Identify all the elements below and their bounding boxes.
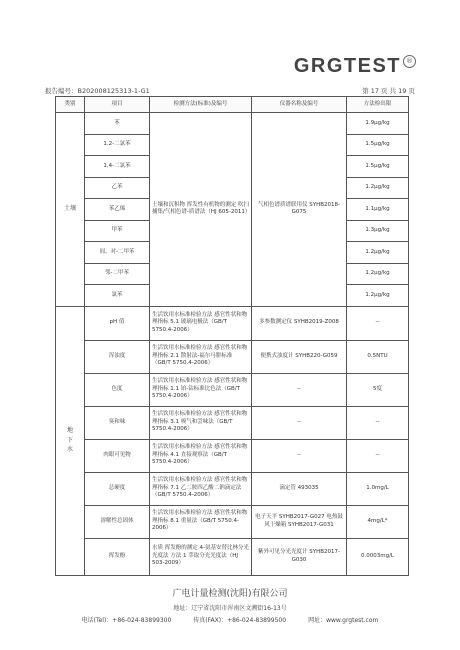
- table-header-row: [56, 97, 409, 113]
- item-cell: 间、对-二甲苯: [85, 242, 150, 264]
- item-cell: 色度: [85, 373, 150, 406]
- footer-phone: 电话(Tel)：+86-024-83899300: [81, 617, 172, 624]
- item-cell: pH 值: [85, 306, 150, 340]
- instrument-cell: 电子天平 SYHB2017-G027 电热鼓风干燥箱 SYHB2017-G031: [252, 505, 347, 538]
- limit-cell: 1.2μg/kg: [347, 242, 409, 264]
- limit-cell: 5度: [347, 373, 409, 406]
- item-cell: 苯乙烯: [85, 199, 150, 221]
- soil-method: 土壤和沉积物 挥发性有机物的测定 吹扫捕集/气相色谱-质谱法（HJ 605-2011）: [150, 113, 252, 307]
- item-cell: 1,2-二氯苯: [85, 134, 150, 156]
- footer-fax: 传真(FAX)：+86-024-83899500: [193, 617, 287, 624]
- table-row: [56, 472, 409, 505]
- item-cell: 1,4-二氯苯: [85, 156, 150, 178]
- category-groundwater: [56, 306, 85, 575]
- limit-cell: --: [347, 439, 409, 472]
- table-row: [56, 439, 409, 472]
- col-header-method: 检测方法(标准)及编号: [150, 97, 252, 113]
- instrument-cell: 便携式浊度计 SYHB220-G059: [252, 340, 347, 373]
- limit-cell: 1.9μg/kg: [347, 113, 409, 135]
- limit-cell: 1.5μg/kg: [347, 156, 409, 178]
- report-number: 报告编号：B202008125313-1-G1: [45, 87, 150, 95]
- item-cell: 邻-二甲苯: [85, 263, 150, 285]
- logo-text: GRGTEST: [293, 54, 401, 77]
- table-row: [56, 538, 409, 575]
- item-cell: 苯: [85, 113, 150, 135]
- groundwater-label: 地下水: [66, 427, 73, 454]
- limit-cell: 1.1μg/kg: [347, 199, 409, 221]
- col-header-limit: 方法检出限: [347, 97, 409, 113]
- item-cell: 乙苯: [85, 177, 150, 199]
- method-cell: 生活饮用水标准检验方法 感官性状和物理指标 7.1 乙二胺四乙酸二钠滴定法（GB/T 5750.4-2006）: [150, 472, 252, 505]
- method-cell: 水质 挥发酚的测定 4-氨基安替比林分光光度法 方法 1 萃取分光光度法（HJ 503-2009）: [150, 538, 252, 575]
- grgtest-logo: [294, 53, 416, 79]
- method-cell: 生活饮用水标准检验方法 感官性状和物理指标 4.1 直接观察法（GB/T 5750.4-2006）: [150, 439, 252, 472]
- col-header-item: 项目: [85, 97, 150, 113]
- instrument-cell: --: [252, 373, 347, 406]
- limit-cell: 4mg/L*: [347, 505, 409, 538]
- category-soil: 土壤: [56, 113, 85, 307]
- method-cell: 生活饮用水标准检验方法 感官性状和物理指标 2.1 散射法-福尔马肼标准（GB/T 5750.4-2006）: [150, 340, 252, 373]
- limit-cell: 1.5μg/kg: [347, 134, 409, 156]
- footer-company: 广电计量检测(沈阳)有限公司: [172, 589, 288, 599]
- table-row: [56, 505, 409, 538]
- table-row: [56, 113, 409, 135]
- limit-cell: 0.5NTU: [347, 340, 409, 373]
- item-cell: 溶解性总固体: [85, 505, 150, 538]
- col-header-instrument: 仪器名称及编号: [252, 97, 347, 113]
- item-cell: 肉眼可见物: [85, 439, 150, 472]
- registered-mark: ®: [403, 55, 416, 68]
- method-cell: 生活饮用水标准检验方法 感官性状和物理指标 1.1 铂-钴标准比色法（GB/T 5750.4-2006）: [150, 373, 252, 406]
- page-footer: [0, 586, 460, 624]
- method-cell: 生活饮用水标准检验方法 感官性状和物理指标 5.1 玻璃电极法（GB/T 5750.4-2006）: [150, 306, 252, 340]
- limit-cell: --: [347, 406, 409, 439]
- limit-cell: 1.3μg/kg: [347, 220, 409, 242]
- report-meta: [45, 83, 415, 95]
- limit-cell: 1.2μg/kg: [347, 285, 409, 307]
- item-cell: 臭和味: [85, 406, 150, 439]
- page-info: 第 17 页 共 19 页: [362, 87, 415, 95]
- table-row: [56, 306, 409, 340]
- instrument-cell: 多参数测定仪 SYHB2019-Z008: [252, 306, 347, 340]
- item-cell: 浑浊度: [85, 340, 150, 373]
- method-cell: 生活饮用水标准检验方法 感官性状和物理指标 3.1 嗅气和尝味法（GB/T 5750.4-2006）: [150, 406, 252, 439]
- method-cell: 生活饮用水标准检验方法 感官性状和物理指标 8.1 重量法（GB/T 5750.4-2006）: [150, 505, 252, 538]
- table-row: [56, 373, 409, 406]
- footer-contact: [0, 615, 460, 624]
- item-cell: 总硬度: [85, 472, 150, 505]
- footer-address: 地址：辽宁省沈阳市浑南区文溯街16-13号: [173, 605, 287, 612]
- instrument-cell: 滴定管 493035: [252, 472, 347, 505]
- limit-cell: 0.0003mg/L: [347, 538, 409, 575]
- limit-cell: 1.0mg/L: [347, 472, 409, 505]
- item-cell: 氯苯: [85, 285, 150, 307]
- soil-instrument: 气相色谱质谱联用仪 SYHB2018-G075: [252, 113, 347, 307]
- table-row: [56, 406, 409, 439]
- item-cell: 挥发酚: [85, 538, 150, 575]
- limit-cell: --: [347, 306, 409, 340]
- item-cell: 甲苯: [85, 220, 150, 242]
- limit-cell: 1.2μg/kg: [347, 177, 409, 199]
- footer-website: 网址：www.grgtest.com: [308, 617, 379, 624]
- table-row: [56, 340, 409, 373]
- limit-cell: 1.2μg/kg: [347, 263, 409, 285]
- instrument-cell: 紫外可见分光光度计 SYHB2017-G030: [252, 538, 347, 575]
- col-header-category: 类别: [56, 97, 85, 113]
- instrument-cell: --: [252, 406, 347, 439]
- test-method-table: [55, 96, 409, 576]
- instrument-cell: --: [252, 439, 347, 472]
